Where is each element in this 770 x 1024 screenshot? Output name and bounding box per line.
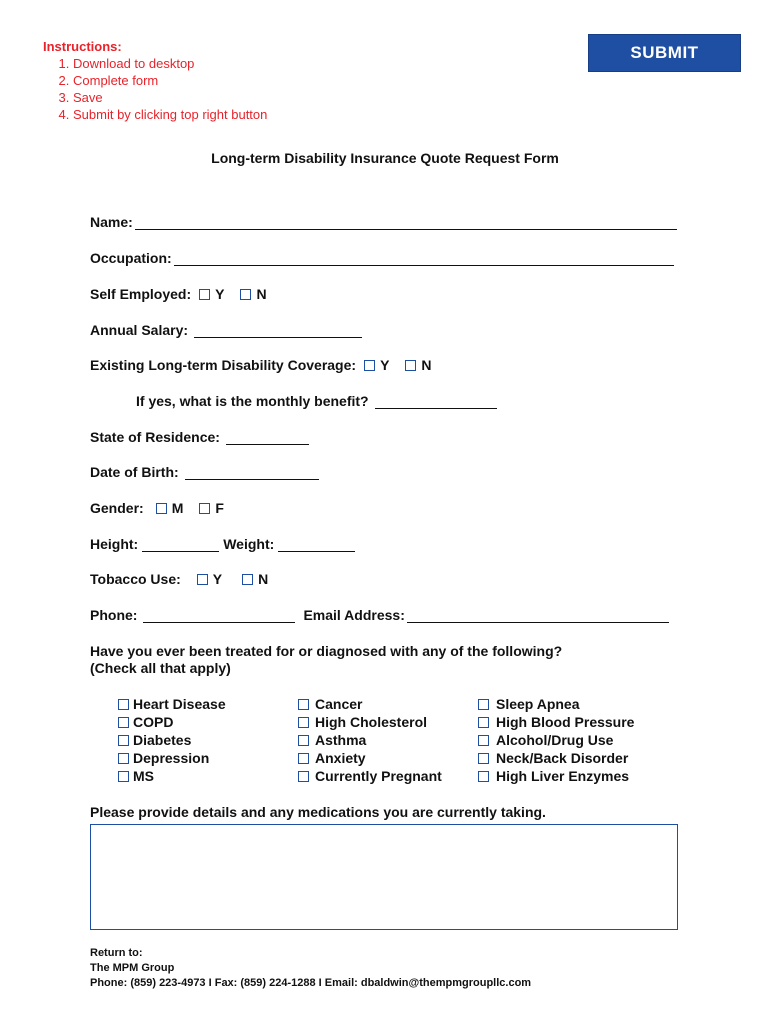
- conditions-question: [90, 643, 562, 677]
- condition-item[interactable]: [478, 767, 634, 785]
- self-employed-yes-option[interactable]: [199, 286, 224, 302]
- condition-checkbox[interactable]: [118, 717, 129, 728]
- details-prompt: Please provide details and any medications you are currently taking.: [90, 804, 546, 820]
- tobacco-yes-checkbox[interactable]: [197, 574, 208, 585]
- condition-label: Alcohol/Drug Use: [496, 732, 614, 748]
- conditions-question-line1: Have you ever been treated for or diagnosed with any of the following?: [90, 643, 563, 659]
- condition-item[interactable]: [478, 713, 634, 731]
- option-label: Y: [215, 286, 225, 302]
- condition-checkbox[interactable]: [478, 735, 489, 746]
- condition-checkbox[interactable]: [118, 753, 129, 764]
- weight-label: Weight:: [223, 536, 275, 552]
- height-label: Height:: [90, 536, 139, 552]
- dob-field[interactable]: [185, 465, 319, 480]
- footer-return-to: Return to:: [90, 947, 143, 959]
- existing-coverage-yes-checkbox[interactable]: [364, 360, 375, 371]
- condition-label: Heart Disease: [133, 696, 226, 712]
- monthly-benefit-label: If yes, what is the monthly benefit?: [136, 393, 369, 409]
- gender-male-checkbox[interactable]: [156, 503, 167, 514]
- condition-label: Anxiety: [315, 750, 366, 766]
- phone-email-row: [90, 607, 669, 623]
- condition-label: Currently Pregnant: [315, 768, 442, 784]
- self-employed-label: Self Employed:: [90, 286, 192, 302]
- option-label: N: [256, 286, 267, 302]
- condition-checkbox[interactable]: [478, 717, 489, 728]
- condition-label: Asthma: [315, 732, 367, 748]
- instruction-step: 4. Submit by clicking top right button: [73, 106, 267, 123]
- footer: [90, 946, 531, 991]
- condition-checkbox[interactable]: [298, 699, 309, 710]
- tobacco-label: Tobacco Use:: [90, 571, 181, 587]
- instructions-block: [43, 38, 267, 123]
- condition-label: COPD: [133, 714, 174, 730]
- condition-item[interactable]: [298, 695, 442, 713]
- condition-checkbox[interactable]: [478, 771, 489, 782]
- condition-label: Depression: [133, 750, 210, 766]
- condition-item[interactable]: [118, 731, 226, 749]
- option-label: N: [421, 357, 432, 373]
- condition-checkbox[interactable]: [118, 735, 129, 746]
- existing-coverage-yes-option[interactable]: [364, 357, 389, 373]
- condition-label: Cancer: [315, 696, 363, 712]
- option-label: Y: [212, 571, 223, 587]
- submit-button[interactable]: SUBMIT: [588, 34, 741, 72]
- condition-item[interactable]: [478, 695, 634, 713]
- condition-item[interactable]: [118, 695, 226, 713]
- email-label: Email Address:: [303, 607, 405, 623]
- name-label: Name:: [90, 214, 133, 230]
- tobacco-row: [90, 571, 268, 587]
- monthly-benefit-row: [136, 393, 497, 409]
- condition-label: Diabetes: [133, 732, 192, 748]
- conditions-column-2: [298, 695, 442, 785]
- option-label: F: [215, 500, 224, 516]
- condition-item[interactable]: [298, 713, 442, 731]
- condition-item[interactable]: [118, 767, 226, 785]
- tobacco-no-checkbox[interactable]: [242, 574, 253, 585]
- name-row: [90, 214, 677, 230]
- condition-checkbox[interactable]: [298, 735, 309, 746]
- condition-checkbox[interactable]: [478, 699, 489, 710]
- self-employed-no-checkbox[interactable]: [240, 289, 251, 300]
- occupation-row: [90, 250, 674, 266]
- dob-label: Date of Birth:: [90, 464, 179, 480]
- email-field[interactable]: [407, 608, 669, 623]
- annual-salary-label: Annual Salary:: [90, 322, 189, 338]
- tobacco-no-option[interactable]: [242, 571, 268, 587]
- existing-coverage-row: [90, 357, 432, 373]
- existing-coverage-label: Existing Long-term Disability Coverage:: [90, 357, 357, 373]
- weight-field[interactable]: [278, 537, 355, 552]
- condition-label: High Blood Pressure: [496, 714, 635, 730]
- conditions-column-3: [478, 695, 634, 785]
- condition-checkbox[interactable]: [298, 771, 309, 782]
- condition-item[interactable]: [298, 767, 442, 785]
- condition-label: Neck/Back Disorder: [496, 750, 629, 766]
- height-weight-row: [90, 536, 355, 552]
- height-field[interactable]: [142, 537, 219, 552]
- gender-female-checkbox[interactable]: [199, 503, 210, 514]
- gender-label: Gender:: [90, 500, 144, 516]
- gender-row: [90, 500, 224, 516]
- gender-female-option[interactable]: [199, 500, 224, 516]
- condition-item[interactable]: [118, 749, 226, 767]
- monthly-benefit-field[interactable]: [375, 394, 497, 409]
- state-field[interactable]: [226, 430, 309, 445]
- instructions-list: [43, 55, 267, 123]
- condition-label: High Cholesterol: [315, 714, 428, 730]
- occupation-field[interactable]: [174, 251, 674, 266]
- self-employed-no-option[interactable]: [240, 286, 266, 302]
- form-title: Long-term Disability Insurance Quote Request Form: [211, 150, 559, 166]
- details-textarea[interactable]: [90, 824, 678, 930]
- state-row: [90, 429, 309, 445]
- condition-checkbox[interactable]: [118, 699, 129, 710]
- annual-salary-row: [90, 322, 362, 338]
- footer-contact: Phone: (859) 223-4973 I Fax: (859) 224-1288 I Email: dbaldwin@thempmgroupllc.com: [90, 977, 532, 989]
- name-field[interactable]: [135, 215, 677, 230]
- occupation-label: Occupation:: [90, 250, 172, 266]
- option-label: N: [258, 571, 269, 587]
- gender-male-option[interactable]: [156, 500, 184, 516]
- condition-checkbox[interactable]: [478, 753, 489, 764]
- condition-item[interactable]: [478, 749, 634, 767]
- condition-item[interactable]: [478, 731, 634, 749]
- option-label: Y: [380, 357, 390, 373]
- tobacco-yes-option[interactable]: [197, 571, 222, 587]
- instruction-step: 3. Save: [73, 89, 267, 106]
- condition-checkbox[interactable]: [118, 771, 129, 782]
- condition-label: MS: [133, 768, 154, 784]
- instruction-step: 1. Download to desktop: [73, 55, 267, 72]
- condition-label: High Liver Enzymes: [496, 768, 630, 784]
- existing-coverage-no-option[interactable]: [405, 357, 431, 373]
- self-employed-yes-checkbox[interactable]: [199, 289, 210, 300]
- annual-salary-field[interactable]: [194, 323, 362, 338]
- phone-field[interactable]: [143, 608, 295, 623]
- option-label: M: [171, 500, 184, 516]
- dob-row: [90, 464, 319, 480]
- self-employed-row: [90, 286, 267, 302]
- conditions-question-line2: (Check all that apply): [90, 660, 231, 676]
- condition-checkbox[interactable]: [298, 717, 309, 728]
- state-label: State of Residence:: [90, 429, 220, 445]
- instruction-step: 2. Complete form: [73, 72, 267, 89]
- condition-item[interactable]: [118, 713, 226, 731]
- condition-checkbox[interactable]: [298, 753, 309, 764]
- instructions-title: Instructions:: [43, 39, 122, 54]
- phone-label: Phone:: [90, 607, 138, 623]
- condition-label: Sleep Apnea: [496, 696, 580, 712]
- condition-item[interactable]: [298, 731, 442, 749]
- footer-company: The MPM Group: [90, 962, 175, 974]
- existing-coverage-no-checkbox[interactable]: [405, 360, 416, 371]
- conditions-column-1: [118, 695, 226, 785]
- condition-item[interactable]: [298, 749, 442, 767]
